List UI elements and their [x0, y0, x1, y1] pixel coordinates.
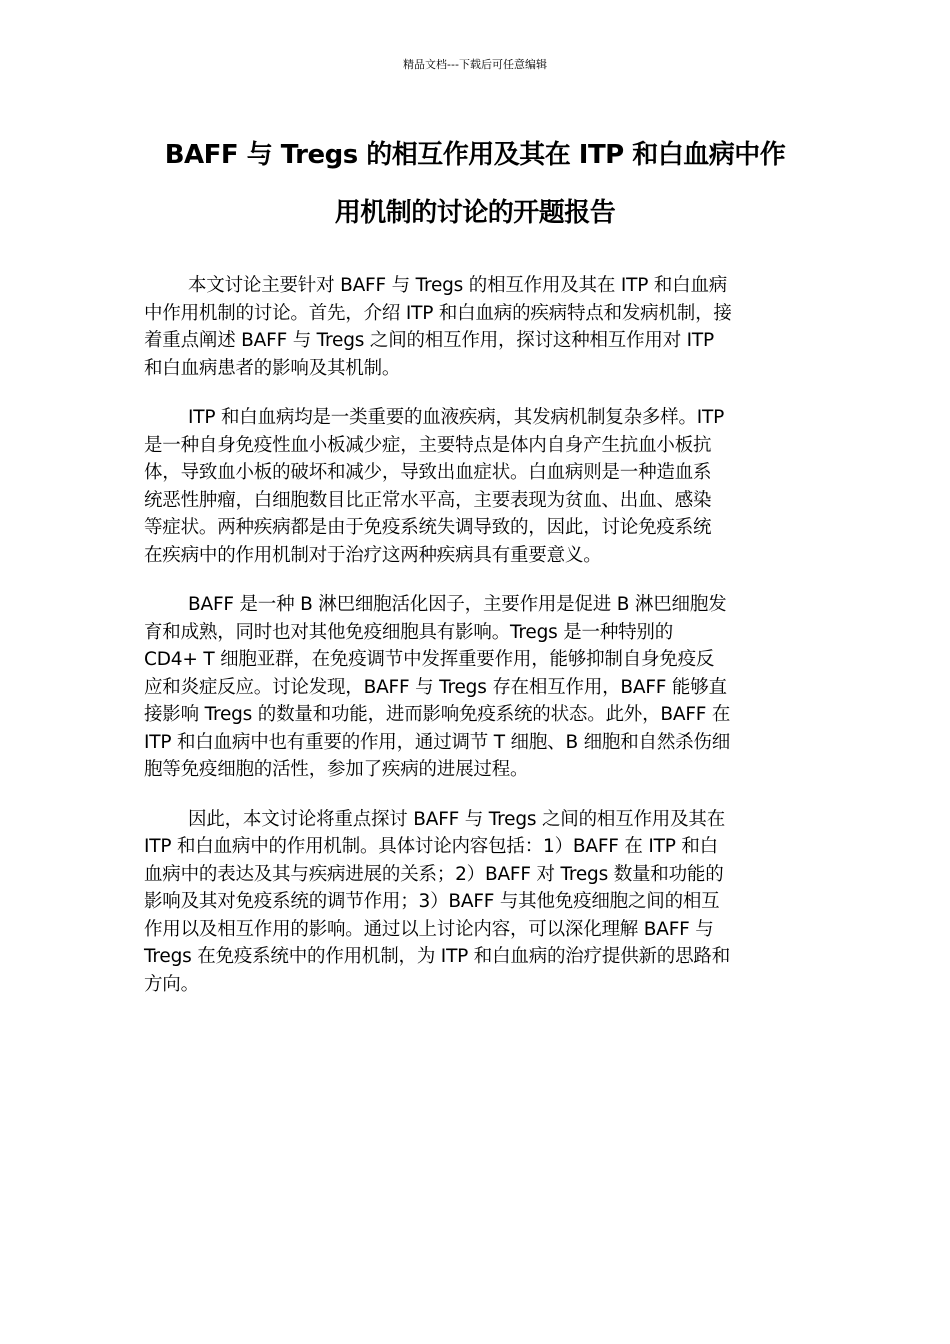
title-line: 用机制的讨论的开题报告 [334, 198, 616, 228]
paragraph-line: 等症状。两种疾病都是由于免疫系统失调导致的，因此，讨论免疫系统 [144, 517, 712, 538]
title-line: BAFF 与 Tregs 的相互作用及其在 ITP 和白血病中作 [164, 140, 786, 170]
paragraph-line: 育和成熟，同时也对其他免疫细胞具有影响。Tregs 是一种特别的 [144, 621, 674, 643]
paragraph-line: 着重点阐述 BAFF 与 Tregs 之间的相互作用，探讨这种相互作用对 ITP [144, 330, 714, 351]
paragraph-line: 胞等免疫细胞的活性，参加了疾病的进展过程。 [144, 759, 529, 780]
paragraph-line: 因此，本文讨论将重点探讨 BAFF 与 Tregs 之间的相互作用及其在 [188, 808, 725, 830]
document-title [140, 126, 810, 242]
paragraph-line: 和白血病患者的影响及其机制。 [144, 357, 401, 379]
page-header: 精品文档---下载后可任意编辑 [403, 58, 547, 71]
paragraph-line: BAFF 是一种 B 淋巴细胞活化因子，主要作用是促进 B 淋巴细胞发 [188, 594, 727, 615]
paragraph-line: 血病中的表达及其与疾病进展的关系；2）BAFF 对 Tregs 数量和功能的 [144, 863, 724, 885]
paragraph-line: 影响及其对免疫系统的调节作用；3）BAFF 与其他免疫细胞之间的相互 [144, 891, 720, 912]
paragraph-line: 在疾病中的作用机制对于治疗这两种疾病具有重要意义。 [144, 544, 602, 566]
paragraph-4 [144, 806, 808, 999]
paragraph-line: 作用以及相互作用的影响。通过以上讨论内容，可以深化理解 BAFF 与 [144, 918, 714, 940]
paragraph-line: ITP 和白血病均是一类重要的血液疾病，其发病机制复杂多样。ITP [188, 407, 725, 428]
paragraph-line: ITP 和白血病中也有重要的作用，通过调节 T 细胞、B 细胞和自然杀伤细 [144, 731, 731, 753]
paragraph-line: 接影响 Tregs 的数量和功能，进而影响免疫系统的状态。此外，BAFF 在 [144, 704, 731, 725]
paragraph-3 [144, 591, 808, 784]
paragraph-line: ITP 和白血病中的作用机制。具体讨论内容包括：1）BAFF 在 ITP 和白 [144, 836, 718, 857]
paragraph-line: 应和炎症反应。讨论发现，BAFF 与 Tregs 存在相互作用，BAFF 能够直 [144, 676, 727, 698]
paragraph-line: 方向。 [144, 973, 199, 995]
paragraph-line: 统恶性肿瘤，白细胞数目比正常水平高，主要表现为贫血、出血、感染 [144, 489, 712, 511]
paragraph-2 [144, 404, 808, 569]
paragraph-line: 本文讨论主要针对 BAFF 与 Tregs 的相互作用及其在 ITP 和白血病 [188, 275, 728, 296]
paragraph-line: Tregs 在免疫系统中的作用机制，为 ITP 和白血病的治疗提供新的思路和 [144, 946, 731, 967]
document-body [144, 272, 808, 1020]
paragraph-line: 体，导致血小板的破坏和减少，导致出血症状。白血病则是一种造血系 [144, 462, 712, 483]
paragraph-1 [144, 272, 808, 382]
paragraph-line: 是一种自身免疫性血小板减少症，主要特点是体内自身产生抗血小板抗 [144, 434, 712, 456]
paragraph-line: CD4+ T 细胞亚群，在免疫调节中发挥重要作用，能够抑制自身免疫反 [144, 649, 715, 670]
paragraph-line: 中作用机制的讨论。首先，介绍 ITP 和白血病的疾病特点和发病机制，接 [144, 302, 732, 324]
